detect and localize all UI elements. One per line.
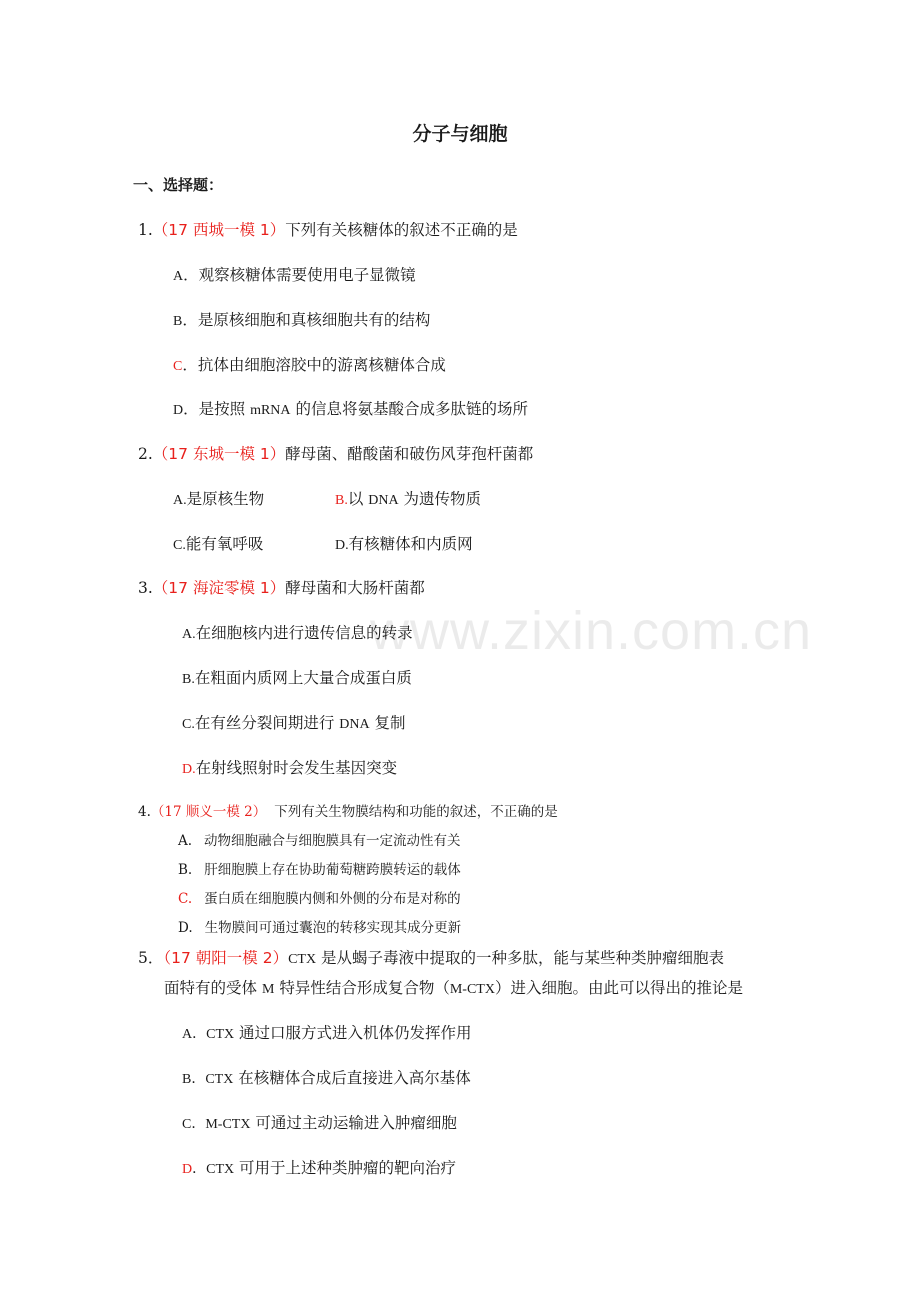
option-3a: A.在细胞核内进行遗传信息的转录 xyxy=(182,624,413,642)
option-4c: C. 蛋白质在细胞膜内侧和外侧的分布是对称的 xyxy=(178,891,461,907)
question-source: （17 朝阳一模 2） xyxy=(163,949,289,967)
option-3b: B.在粗面内质网上大量合成蛋白质 xyxy=(182,669,412,687)
question-5-continued: 面特有的受体 M 特异性结合形成复合物（M-CTX）进入细胞。由此可以得出的推论是 xyxy=(164,979,743,997)
question-1 xyxy=(138,219,518,241)
question-number: 1. xyxy=(138,221,153,239)
option-2c: C.能有氧呼吸 xyxy=(173,535,264,553)
option-3c: C.在有丝分裂间期进行 DNA 复制 xyxy=(182,714,406,732)
question-source: （17 顺义一模 2） xyxy=(150,804,267,820)
question-stem: 下列有关核糖体的叙述不正确的是 xyxy=(285,221,518,239)
question-stem: 是从蝎子毒液中提取的一种多肽，能与某些种类肿瘤细胞表 xyxy=(316,949,725,967)
question-2 xyxy=(138,443,533,465)
option-1b: B．是原核细胞和真核细胞共有的结构 xyxy=(173,311,431,329)
page-title: 分子与细胞 xyxy=(412,123,508,145)
option-4b: B. 肝细胞膜上存在协助葡萄糖跨膜转运的载体 xyxy=(178,862,461,878)
watermark: www.zixin.com.cn xyxy=(370,601,813,661)
question-number: 5． xyxy=(138,949,164,967)
question-number: 2. xyxy=(138,445,153,463)
section-heading: 一、选择题： xyxy=(133,176,224,194)
option-2a: A.是原核生物 xyxy=(173,490,265,508)
question-5: 5．（17 朝阳一模 2）CTX 是从蝎子毒液中提取的一种多肽，能与某些种类肿瘤细胞表 xyxy=(138,949,725,967)
question-source: （17 海淀零模 1） xyxy=(152,579,286,597)
option-2d: D.有核糖体和内质网 xyxy=(335,535,473,553)
option-5c: C．M-CTX 可通过主动运输进入肿瘤细胞 xyxy=(182,1114,457,1132)
option-4a: A. 动物细胞融合与细胞膜具有一定流动性有关 xyxy=(178,833,461,849)
question-source: （17 西城一模 1） xyxy=(152,221,286,239)
option-5d: D．CTX 可用于上述种类肿瘤的靶向治疗 xyxy=(182,1159,457,1177)
option-2b: B.以 DNA 为遗传物质 xyxy=(335,490,482,508)
option-5b: B．CTX 在核糖体合成后直接进入高尔基体 xyxy=(182,1069,471,1087)
question-stem: 下列有关生物膜结构和功能的叙述，不正确的是 xyxy=(274,804,558,820)
option-1a: A．观察核糖体需要使用电子显微镜 xyxy=(173,266,416,284)
question-number: 3. xyxy=(138,579,153,597)
option-1c: C．抗体由细胞溶胶中的游离核糖体合成 xyxy=(173,356,446,374)
question-number: 4. xyxy=(138,804,151,820)
option-3d: D.在射线照射时会发生基因突变 xyxy=(182,759,398,777)
option-4d: D. 生物膜间可通过囊泡的转移实现其成分更新 xyxy=(178,920,462,936)
question-4 xyxy=(138,801,558,823)
option-1d: D．是按照 mRNA 的信息将氨基酸合成多肽链的场所 xyxy=(173,400,528,418)
question-stem: 酵母菌、醋酸菌和破伤风芽孢杆菌都 xyxy=(285,445,534,463)
question-source: （17 东城一模 1） xyxy=(152,445,286,463)
question-stem: 酵母菌和大肠杆菌都 xyxy=(285,579,425,597)
option-5a: A．CTX 通过口服方式进入机体仍发挥作用 xyxy=(182,1024,472,1042)
question-3 xyxy=(138,577,425,599)
